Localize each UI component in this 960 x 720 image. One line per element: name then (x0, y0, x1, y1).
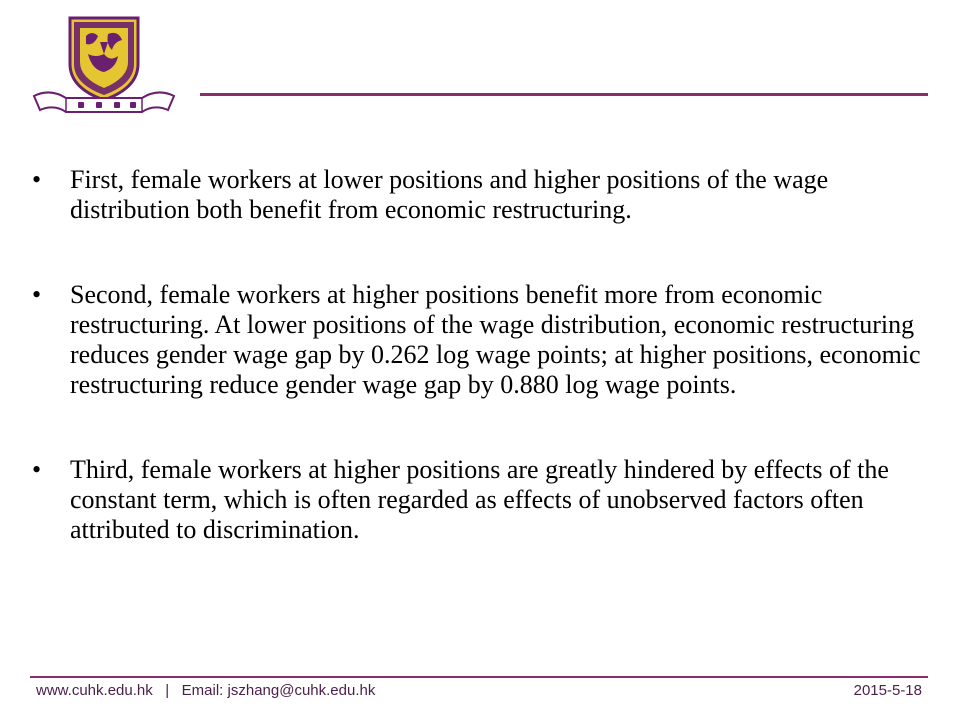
footer-email-link[interactable]: Email: jszhang@cuhk.edu.hk (181, 682, 376, 699)
bullet-item-3 (32, 455, 922, 545)
university-crest-logo (30, 14, 178, 122)
bullet-item-2 (32, 280, 922, 400)
bullet-text: Second, female workers at higher positions benefit more from economic restructuring. At lower positions of the wage distribution, economic restructuring reduces gender wage gap by 0.262 log wage points; at higher positions, economic restructuring reduce gender wage gap by 0.880 log wage points. (70, 280, 921, 399)
bullet-marker: • (32, 165, 42, 194)
footer-separator: | (165, 682, 170, 699)
footer-divider (30, 676, 928, 678)
footer (36, 682, 922, 704)
bullet-text: First, female workers at lower positions and higher positions of the wage distribution both benefit from economic restructuring. (70, 165, 829, 224)
header-divider (200, 93, 928, 96)
bullet-list (32, 165, 922, 600)
bullet-item-1 (32, 165, 922, 225)
footer-website-link[interactable]: www.cuhk.edu.hk (36, 682, 153, 699)
bullet-text: Third, female workers at higher positions are greatly hindered by effects of the constant term, which is often regarded as effects of unobserved factors often attributed to discrimination. (70, 455, 889, 544)
bullet-marker: • (32, 280, 42, 309)
bullet-marker: • (32, 455, 42, 484)
crest-icon (30, 14, 178, 122)
footer-contact (36, 682, 375, 699)
footer-date: 2015-5-18 (853, 682, 922, 699)
